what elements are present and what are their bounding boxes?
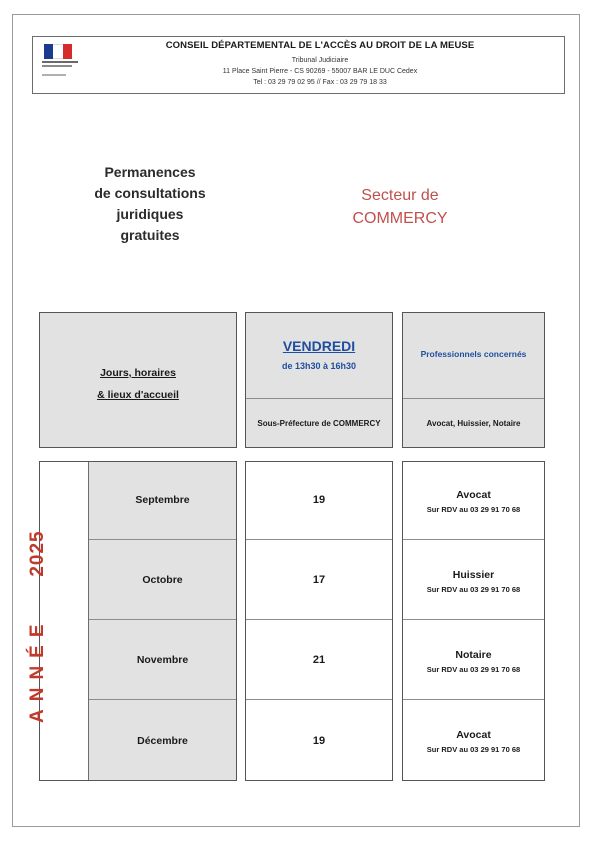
professional-name: Huissier — [452, 569, 495, 581]
day-number: 17 — [312, 574, 326, 586]
day-hours: de 13h30 à 16h30 — [281, 361, 357, 371]
schedule-label-cell — [39, 312, 237, 448]
month-label: Septembre — [135, 494, 190, 506]
header-phone: Tel : 03 29 79 02 95 // Fax : 03 29 79 18 33 — [253, 79, 387, 86]
rdv-phone: Sur RDV au 03 29 91 70 68 — [426, 505, 521, 514]
professional-divider — [403, 699, 544, 700]
days-block — [245, 461, 393, 781]
month-divider — [89, 539, 236, 540]
year-column-divider — [88, 462, 89, 780]
day-header-divider — [246, 398, 392, 399]
day-number: 21 — [312, 654, 326, 666]
rdv-phone: Sur RDV au 03 29 91 70 68 — [426, 585, 521, 594]
rdv-phone: Sur RDV au 03 29 91 70 68 — [426, 665, 521, 674]
schedule-label-line1: Jours, horaires — [100, 367, 176, 379]
day-name: VENDREDI — [282, 338, 356, 354]
day-divider — [246, 699, 392, 700]
month-label: Novembre — [136, 654, 189, 666]
professional-name: Notaire — [455, 649, 492, 661]
month-divider — [89, 699, 236, 700]
header-title: CONSEIL DÉPARTEMENTAL DE L'ACCÈS AU DROIT DE LA MEUSE — [165, 40, 475, 51]
meeting-place: Sous-Préfecture de COMMERCY — [257, 419, 381, 428]
professional-divider — [403, 619, 544, 620]
republic-logo-icon — [40, 44, 84, 82]
header-court: Tribunal Judiciaire — [291, 57, 349, 64]
month-label: Décembre — [137, 735, 188, 747]
professionals-header-divider — [403, 398, 544, 399]
months-column — [89, 462, 236, 780]
day-divider — [246, 539, 392, 540]
rdv-phone: Sur RDV au 03 29 91 70 68 — [426, 745, 521, 754]
month-label: Octobre — [142, 574, 183, 586]
schedule-label-line2: & lieux d'accueil — [97, 389, 179, 401]
professionals-list: Avocat, Huissier, Notaire — [426, 419, 521, 428]
header-address: 11 Place Saint Pierre - CS 90269 - 55007 BAR LE DUC Cedex — [222, 68, 418, 75]
professional-divider — [403, 539, 544, 540]
day-divider — [246, 619, 392, 620]
year-label: ANNÉE 2025 — [27, 530, 48, 723]
professionals-title: Professionnels concernés — [420, 349, 527, 359]
month-divider — [89, 619, 236, 620]
sector-title: Secteur de COMMERCY — [352, 187, 448, 227]
permanences-title: Permanences de consultations juridiques gratuites — [94, 164, 206, 243]
professional-name: Avocat — [456, 489, 491, 501]
day-number: 19 — [312, 494, 326, 506]
day-number: 19 — [312, 735, 326, 747]
professional-name: Avocat — [456, 729, 491, 741]
